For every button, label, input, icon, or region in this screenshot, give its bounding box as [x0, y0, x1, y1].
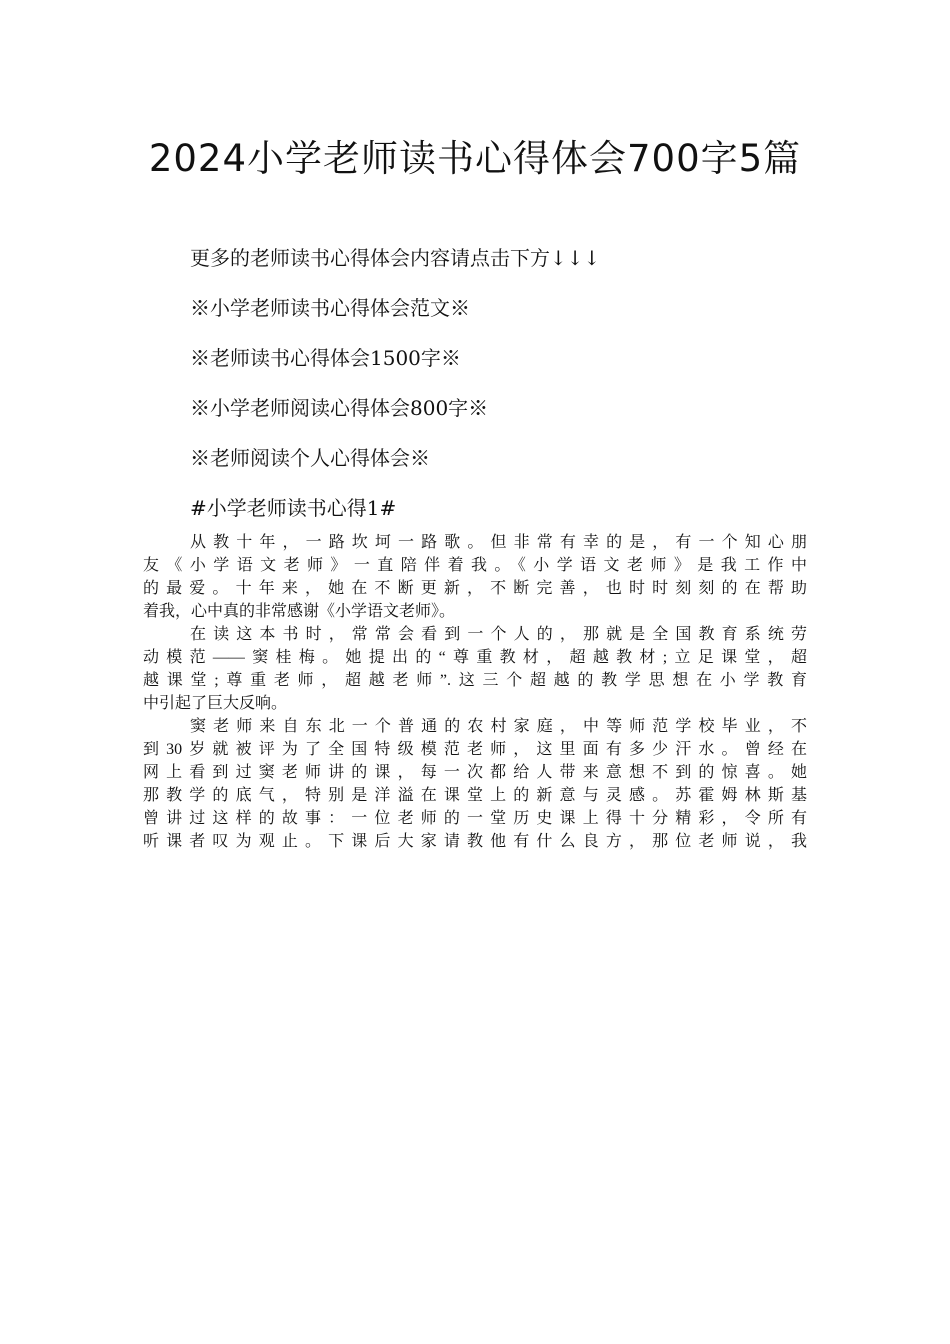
related-link[interactable]: ※老师读书心得体会1500字※ [190, 346, 461, 370]
related-link[interactable]: ※小学老师阅读心得体会800字※ [190, 396, 489, 420]
text-line: 中引起了巨大反响。 [143, 695, 288, 712]
text-line: 着我，心中真的非常感谢《小学语文老师》。 [143, 603, 456, 620]
text-line: 从教十年，一路坎坷一路歌。但非常有幸的是，有一个知心朋 [190, 534, 807, 551]
paragraph-2 [143, 621, 807, 713]
intro-text: 更多的老师读书心得体会内容请点击下方↓↓↓ [190, 246, 601, 270]
article-body [143, 529, 807, 851]
text-line: 的最爱。十年来，她在不断更新，不断完善，也时时刻刻的在帮助 [143, 580, 807, 597]
related-link[interactable]: ※老师阅读个人心得体会※ [190, 446, 430, 470]
document-title: 2024小学老师读书心得体会700字5篇 [148, 137, 802, 180]
text-line: 在读这本书时，常常会看到一个人的，那就是全国教育系统劳 [190, 626, 807, 643]
text-line: 那教学的底气，特别是洋溢在课堂上的新意与灵感。苏霍姆林斯基 [143, 787, 807, 804]
related-link[interactable]: ※小学老师读书心得体会范文※ [190, 296, 470, 320]
paragraph-1 [143, 529, 807, 621]
text-line: 网上看到过窦老师讲的课，每一次都给人带来意想不到的惊喜。她 [143, 764, 807, 781]
text-line: 越课堂;尊重老师，超越老师”.这三个超越的教学思想在小学教育 [143, 672, 807, 689]
text-line: 窦老师来自东北一个普通的农村家庭，中等师范学校毕业，不 [190, 718, 807, 735]
text-line: 听课者叹为观止。下课后大家请教他有什么良方，那位老师说，我 [143, 833, 807, 850]
paragraph-3 [143, 713, 807, 851]
text-line: 动模范——窦桂梅。她提出的“尊重教材，超越教材;立足课堂，超 [143, 649, 807, 666]
section-heading: #小学老师读书心得1# [190, 496, 397, 520]
text-line: 曾讲过这样的故事：一位老师的一堂历史课上得十分精彩，令所有 [143, 810, 807, 827]
text-line: 到30岁就被评为了全国特级模范老师，这里面有多少汗水。曾经在 [143, 741, 807, 758]
text-line: 友《小学语文老师》一直陪伴着我。《小学语文老师》是我工作中 [143, 557, 807, 574]
related-links [190, 233, 830, 533]
